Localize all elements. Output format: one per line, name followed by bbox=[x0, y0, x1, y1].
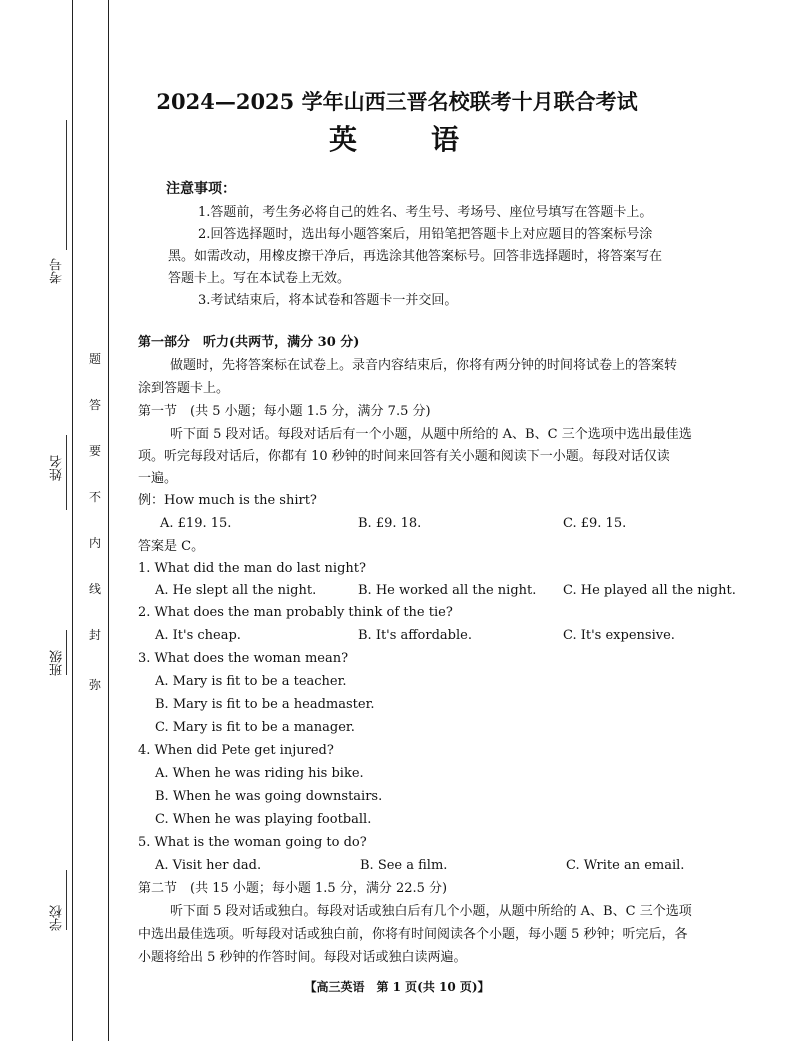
class-label: 班级 bbox=[50, 650, 65, 676]
q3-option-a: A. Mary is fit to be a teacher. bbox=[155, 674, 347, 689]
exam-title: 2024—2025 学年山西三晋名校联考十月联合考试 bbox=[156, 89, 638, 114]
q2-option-c: C. It's expensive. bbox=[563, 628, 675, 643]
seal-char: 弥 bbox=[88, 678, 101, 692]
example-answer: 答案是 C。 bbox=[138, 539, 205, 554]
q5-option-b: B. See a film. bbox=[360, 858, 448, 873]
seal-char: 题 bbox=[88, 352, 101, 366]
section2-intro: 听下面 5 段对话或独白。每段对话或独白后有几个小题，从题中所给的 A、B、C 三个选项 bbox=[170, 904, 692, 919]
seal-char: 要 bbox=[88, 444, 101, 458]
q1-option-b: B. He worked all the night. bbox=[358, 583, 537, 598]
section2-intro: 小题将给出 5 秒钟的作答时间。每段对话或独白读两遍。 bbox=[138, 950, 467, 965]
example-option-c: C. £9. 15. bbox=[563, 516, 627, 531]
question-2: 2. What does the man probably think of the tie? bbox=[138, 605, 453, 620]
q5-option-c: C. Write an email. bbox=[566, 858, 685, 873]
subject-title: 英 语 bbox=[328, 123, 465, 156]
exam-no-label: 考号 bbox=[50, 258, 65, 284]
example-question: 例：How much is the shirt? bbox=[138, 493, 317, 508]
section1-heading: 第一节 (共 5 小题；每小题 1.5 分，满分 7.5 分) bbox=[138, 404, 431, 419]
section1-intro: 一遍。 bbox=[138, 471, 178, 486]
example-option-a: A. £19. 15. bbox=[160, 516, 232, 531]
seal-char: 封 bbox=[88, 628, 101, 642]
q4-option-c: C. When he was playing football. bbox=[155, 812, 372, 827]
page-footer: 【高三英语 第 1 页(共 10 页)】 bbox=[304, 980, 490, 994]
notice-heading: 注意事项： bbox=[166, 181, 236, 197]
seal-char: 不 bbox=[88, 490, 101, 504]
example-option-b: B. £9. 18. bbox=[358, 516, 422, 531]
q5-option-a: A. Visit her dad. bbox=[155, 858, 262, 873]
section1-intro: 听下面 5 段对话。每段对话后有一个小题，从题中所给的 A、B、C 三个选项中选出最佳选 bbox=[170, 427, 692, 442]
q3-option-b: B. Mary is fit to be a headmaster. bbox=[155, 697, 375, 712]
question-5: 5. What is the woman going to do? bbox=[138, 835, 367, 850]
question-4: 4. When did Pete get injured? bbox=[138, 743, 334, 758]
seal-char: 线 bbox=[88, 582, 101, 596]
q4-option-a: A. When he was riding his bike. bbox=[155, 766, 364, 781]
seal-char: 内 bbox=[88, 536, 101, 550]
part1-intro: 做题时，先将答案标在试卷上。录音内容结束后，你将有两分钟的时间将试卷上的答案转 bbox=[170, 358, 678, 373]
notice-line: 1.答题前，考生务必将自己的姓名、考生号、考场号、座位号填写在答题卡上。 bbox=[198, 205, 653, 220]
notice-line: 3.考试结束后，将本试卷和答题卡一并交回。 bbox=[198, 293, 458, 308]
question-3: 3. What does the woman mean? bbox=[138, 651, 349, 666]
seal-char: 答 bbox=[88, 398, 101, 412]
notice-line: 黑。如需改动，用橡皮擦干净后，再选涂其他答案标号。回答非选择题时，将答案写在 bbox=[168, 249, 663, 264]
notice-line: 答题卡上。写在本试卷上无效。 bbox=[168, 271, 351, 286]
part1-intro: 涂到答题卡上。 bbox=[138, 381, 230, 396]
q1-option-c: C. He played all the night. bbox=[563, 583, 736, 598]
q2-option-b: B. It's affordable. bbox=[358, 628, 472, 643]
q1-option-a: A. He slept all the night. bbox=[155, 583, 317, 598]
name-label: 姓名 bbox=[50, 455, 65, 481]
question-1: 1. What did the man do last night? bbox=[138, 561, 366, 576]
q3-option-c: C. Mary is fit to be a manager. bbox=[155, 720, 355, 735]
part1-heading: 第一部分 听力(共两节，满分 30 分) bbox=[138, 335, 360, 350]
section2-heading: 第二节 (共 15 小题；每小题 1.5 分，满分 22.5 分) bbox=[138, 881, 448, 896]
section1-intro: 项。听完每段对话后，你都有 10 秒钟的时间来回答有关小题和阅读下一小题。每段对话仅读 bbox=[138, 449, 670, 464]
q4-option-b: B. When he was going downstairs. bbox=[155, 789, 383, 804]
notice-line: 2.回答选择题时，选出每小题答案后，用铅笔把答题卡上对应题目的答案标号涂 bbox=[198, 227, 653, 242]
section2-intro: 中选出最佳选项。听每段对话或独白前，你将有时间阅读各个小题，每小题 5 秒钟；听完后，各 bbox=[138, 927, 688, 942]
school-label: 学校 bbox=[50, 905, 65, 931]
q2-option-a: A. It's cheap. bbox=[155, 628, 241, 643]
